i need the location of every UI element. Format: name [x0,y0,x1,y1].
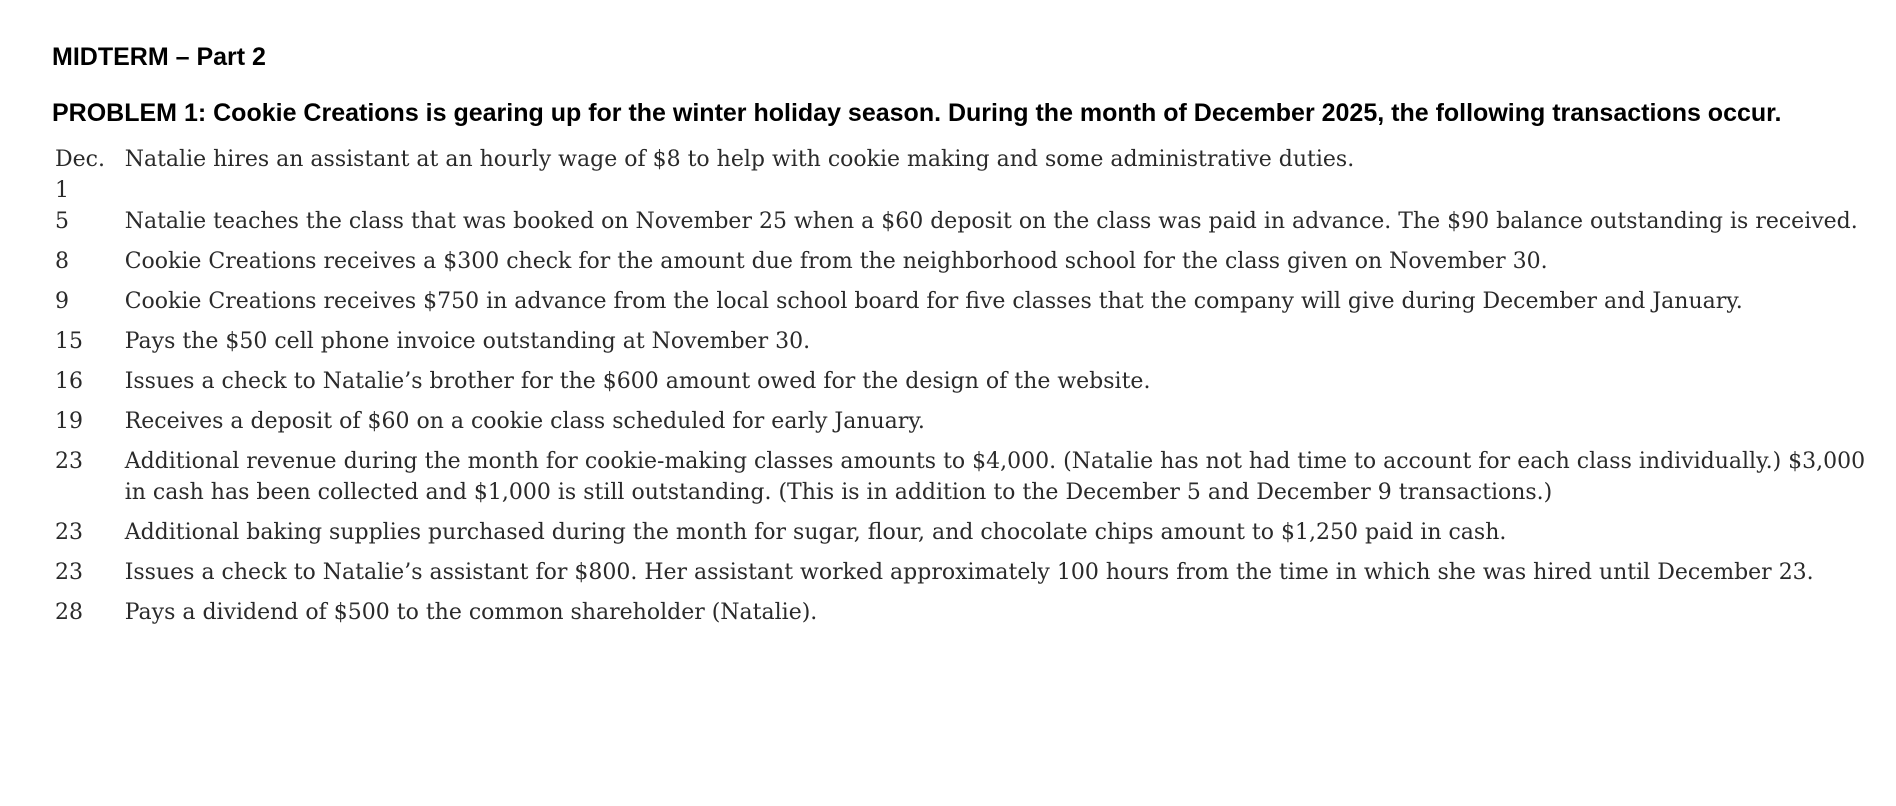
transaction-description: Natalie hires an assistant at an hourly wage of $8 to help with cookie making and some administrative duties. [124,147,1355,172]
problem-statement: PROBLEM 1: Cookie Creations is gearing up for the winter holiday season. During the month of December 2025, the following transactions occur. [52,99,1782,127]
transaction-date: 23 [55,520,83,545]
transactions-table [52,144,1872,637]
transaction-row [52,144,1872,206]
transaction-date: 15 [55,329,83,354]
transaction-date: 8 [55,249,69,274]
transaction-row [52,406,1872,446]
transaction-description: Additional revenue during the month for cookie-making classes amounts to $4,000. (Natalie has not had time to account for each class individually.) $3,000 in cash has been collected and $1,000 is still outstanding. (This is in addition to the December 5 and December 9 transactions.) [124,449,1866,505]
transaction-row [52,557,1872,597]
transaction-row [52,446,1872,517]
transaction-date: 16 [55,369,83,394]
transaction-row [52,246,1872,286]
transaction-date: 23 [55,449,83,474]
transaction-row [52,326,1872,366]
transaction-description: Pays a dividend of $500 to the common shareholder (Natalie). [124,600,818,625]
transaction-description: Receives a deposit of $60 on a cookie class scheduled for early January. [124,409,925,434]
transaction-description: Cookie Creations receives $750 in advance from the local school board for five classes that the company will give during December and January. [124,289,1743,314]
transaction-date: 9 [55,289,69,314]
transaction-date: Dec. 1 [55,147,105,203]
document-title: MIDTERM – Part 2 [52,43,266,71]
transaction-description: Additional baking supplies purchased during the month for sugar, flour, and chocolate chips amount to $1,250 paid in cash. [124,520,1507,545]
transaction-description: Pays the $50 cell phone invoice outstanding at November 30. [124,329,811,354]
transaction-row [52,286,1872,326]
transaction-description: Cookie Creations receives a $300 check for the amount due from the neighborhood school for the class given on November 30. [124,249,1548,274]
transaction-row [52,366,1872,406]
transaction-row [52,206,1872,246]
transaction-date: 19 [55,409,83,434]
transaction-row [52,517,1872,557]
transaction-description: Issues a check to Natalie’s brother for the $600 amount owed for the design of the website. [124,369,1151,394]
transaction-description: Natalie teaches the class that was booked on November 25 when a $60 deposit on the class was paid in advance. The $90 balance outstanding is received. [124,209,1858,234]
transaction-date: 23 [55,560,83,585]
document-page [52,40,1872,637]
transaction-date: 5 [55,209,69,234]
transaction-description: Issues a check to Natalie’s assistant for $800. Her assistant worked approximately 100 hours from the time in which she was hired until December 23. [124,560,1814,585]
transaction-row [52,597,1872,637]
transaction-date: 28 [55,600,83,625]
